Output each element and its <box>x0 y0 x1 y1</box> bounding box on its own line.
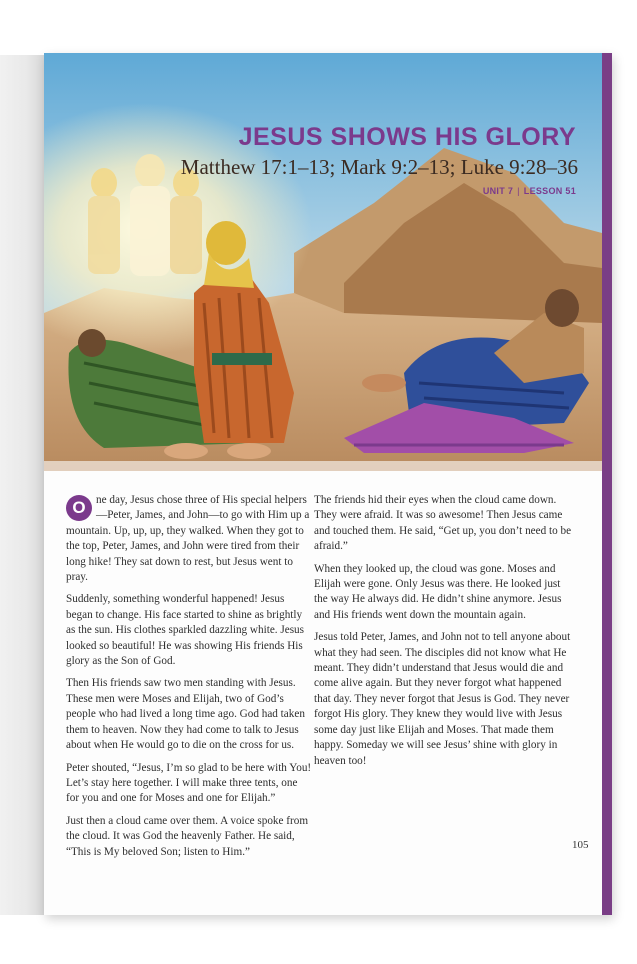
paragraph <box>66 493 312 585</box>
paragraph: Then His friends saw two men standing with Jesus. These men were Moses and Elijah, two of God’s people who had lived a long time ago. God had taken them to heaven. Now they had come to talk to Jesus about when He would go to die on the cross for us. <box>66 677 305 752</box>
purple-page-edge <box>602 53 612 915</box>
book-left-edge <box>0 55 44 915</box>
paragraph: Peter shouted, “Jesus, I’m so glad to be here with You! Let’s stay here together. I will make three tents, one for you and one for Moses and one for Elijah.” <box>66 761 312 805</box>
lesson-title: JESUS SHOWS HIS GLORY <box>238 123 576 151</box>
unit-lesson-label <box>483 186 576 196</box>
dropcap: O <box>66 495 92 521</box>
story-column-left <box>66 493 312 867</box>
paragraph: Suddenly, something wonderful happened! Jesus began to change. His face started to shine as brightly as the sun. His clothes sparkled dazzling white. Jesus looked so beautiful! He was showing His friends His glory as the Son of God. <box>66 593 304 668</box>
transfiguration-illustration <box>44 53 602 471</box>
paragraph-text: ne day, Jesus chose three of His special helpers—Peter, James, and John—to go with Him up a mountain. Up, up, up, they walked. When they got to the top, Peter, James, and John were tired from their long hike! They sat down to rest, but Jesus went to pray. <box>66 494 310 584</box>
book-page <box>44 53 612 915</box>
paragraph: Jesus told Peter, James, and John not to tell anyone about what they had seen. The disciples did not know what He meant. They didn’t understand that Jesus would die and come alive again. But they never forgot what happened that day. They never forgot that Jesus is God. They never forgot His glory. They knew they would live with Jesus some day just like Elijah and Moses. That made them happy. Someday we will see Jesus’ shine with glory in heaven too! <box>314 631 571 767</box>
paragraph: Just then a cloud came over them. A voice spoke from the cloud. It was God the heavenly Father. He said, “This is My beloved Son; listen to Him.” <box>66 814 309 858</box>
paragraph: The friends hid their eyes when the cloud came down. They were afraid. It was so awesome! Then Jesus came and touched them. He said, “Get up, you don’t need to be afraid.” <box>314 494 572 553</box>
unit-lesson-separator: | <box>517 186 520 196</box>
scripture-reference: Matthew 17:1–13; Mark 9:2–13; Luke 9:28–36 <box>180 155 578 179</box>
unit-label: UNIT 7 <box>482 186 514 196</box>
page-number: 105 <box>572 839 589 851</box>
story-column-right <box>314 493 574 776</box>
paragraph: When they looked up, the cloud was gone. Moses and Elijah were gone. Only Jesus was there. He looked just the way He always did. He didn’t shine anymore. Jesus and His friends went down the mountain again. <box>314 562 562 621</box>
lesson-label: LESSON 51 <box>523 186 576 196</box>
